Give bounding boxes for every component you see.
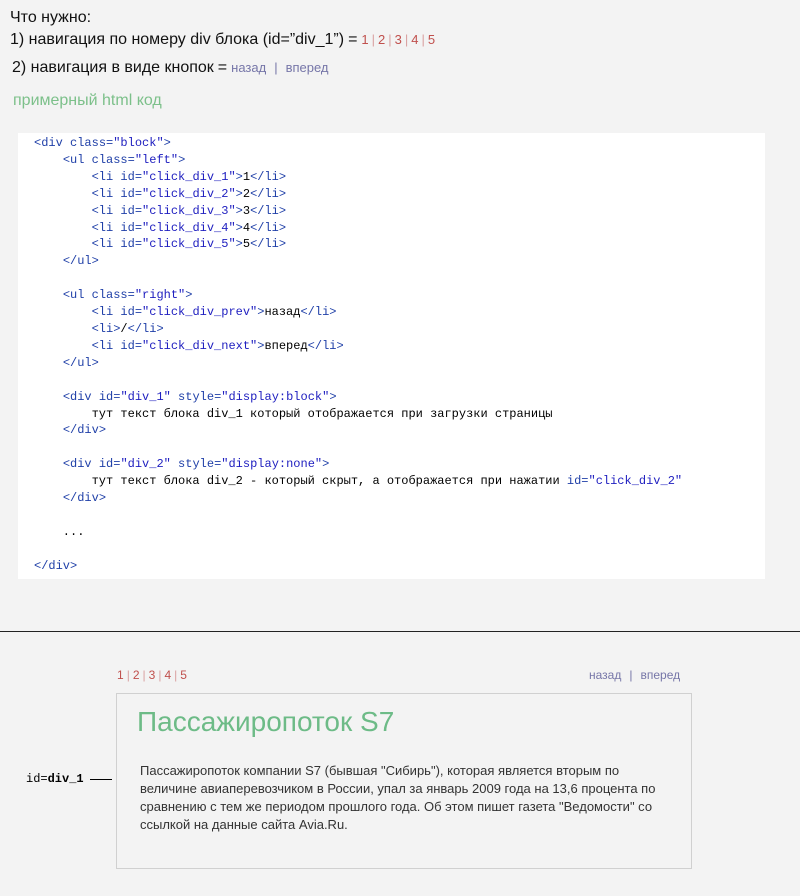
sample-code-label: примерный html код bbox=[13, 92, 162, 109]
header-title: Что нужно: bbox=[10, 9, 92, 26]
panel-title: Пассажиропоток S7 bbox=[137, 706, 395, 737]
prev-button-example[interactable]: назад bbox=[231, 60, 267, 75]
code-line: <div id="div_1" style="display:block"> bbox=[62, 389, 337, 404]
requirement-2-text: 2) навигация в виде кнопок bbox=[12, 59, 214, 76]
code-line: <li id="click_div_prev">назад</li> bbox=[91, 305, 337, 320]
button-nav-separator: | bbox=[274, 60, 278, 75]
panel-text: Пассажиропоток компании S7 (бывшая "Сибирь"), которая является вторым по величине авиаперевозчиком в России, упал за январь 2009 года на 13,6 процента по сравнению с тем же периодом прошлого года. Об этом пишет газета "Ведомости" со ссылкой на данные сайта Avia.Ru. bbox=[140, 763, 656, 832]
code-line: </div> bbox=[62, 491, 107, 506]
code-line: тут текст блока div_1 который отображается при загрузки страницы bbox=[34, 406, 553, 421]
id-annotation bbox=[26, 772, 84, 786]
demo-nav-number-2[interactable]: 2 bbox=[132, 668, 140, 682]
requirement-1-text: 1) навигация по номеру div блока (id=”div_1”) bbox=[10, 31, 345, 48]
code-line: <li id="click_div_1">1</li> bbox=[91, 169, 287, 184]
code-line: <div class="block"> bbox=[34, 136, 171, 150]
code-line: <li id="click_div_4">4</li> bbox=[91, 220, 287, 235]
divider bbox=[0, 631, 800, 632]
code-line: <div id="div_2" style="display:none"> bbox=[62, 457, 330, 472]
demo-button-nav bbox=[589, 668, 680, 682]
demo-number-nav: 1 | 2 | 3 | 4 | 5 bbox=[117, 668, 187, 682]
demo-nav-number-3[interactable]: 3 bbox=[148, 668, 156, 682]
id-annotation-prefix: id= bbox=[26, 772, 48, 786]
code-line: </div> bbox=[34, 558, 78, 573]
code-line: <li id="click_div_5">5</li> bbox=[91, 237, 287, 252]
equals-sign: = bbox=[348, 31, 358, 48]
code-line: </ul> bbox=[62, 355, 99, 370]
demo-nav-number-5[interactable]: 5 bbox=[180, 668, 187, 682]
code-line: ... bbox=[34, 524, 85, 539]
id-annotation-value: div_1 bbox=[47, 772, 84, 786]
nav-number-5[interactable]: 5 bbox=[427, 32, 436, 47]
demo-prev-button[interactable]: назад bbox=[589, 668, 622, 682]
code-line: тут текст блока div_2 - который скрыт, а отображается при нажатии id="click_div_2" bbox=[34, 474, 683, 489]
next-button-example[interactable]: вперед bbox=[285, 60, 329, 75]
demo-button-separator: | bbox=[629, 668, 633, 682]
nav-number-2[interactable]: 2 bbox=[378, 32, 386, 47]
demo-next-button[interactable]: вперед bbox=[640, 668, 681, 682]
demo-nav-number-1[interactable]: 1 bbox=[117, 668, 124, 682]
code-line: <li id="click_div_2">2</li> bbox=[91, 186, 287, 201]
code-line: <li id="click_div_next">вперед</li> bbox=[91, 338, 344, 353]
code-block bbox=[18, 133, 765, 575]
button-nav-example bbox=[231, 60, 328, 75]
code-line: <li>/</li> bbox=[91, 321, 164, 336]
code-line: <li id="click_div_3">3</li> bbox=[91, 203, 287, 218]
nav-number-4[interactable]: 4 bbox=[411, 32, 419, 47]
requirement-1 bbox=[10, 29, 435, 51]
code-line: </ul> bbox=[62, 254, 99, 269]
requirement-2 bbox=[12, 57, 329, 79]
code-line: <ul class="left"> bbox=[62, 152, 186, 167]
nav-number-3[interactable]: 3 bbox=[394, 32, 402, 47]
id-annotation-line bbox=[90, 779, 112, 780]
equals-sign-2: = bbox=[217, 59, 228, 76]
demo-nav-number-4[interactable]: 4 bbox=[164, 668, 172, 682]
code-line: </div> bbox=[62, 423, 107, 438]
code-sample bbox=[18, 133, 765, 579]
code-line: <ul class="right"> bbox=[62, 288, 193, 303]
number-nav-example: 1 | 2 | 3 | 4 | 5 bbox=[361, 32, 436, 47]
nav-number-1[interactable]: 1 bbox=[361, 32, 369, 47]
content-panel-div-1 bbox=[116, 693, 692, 869]
